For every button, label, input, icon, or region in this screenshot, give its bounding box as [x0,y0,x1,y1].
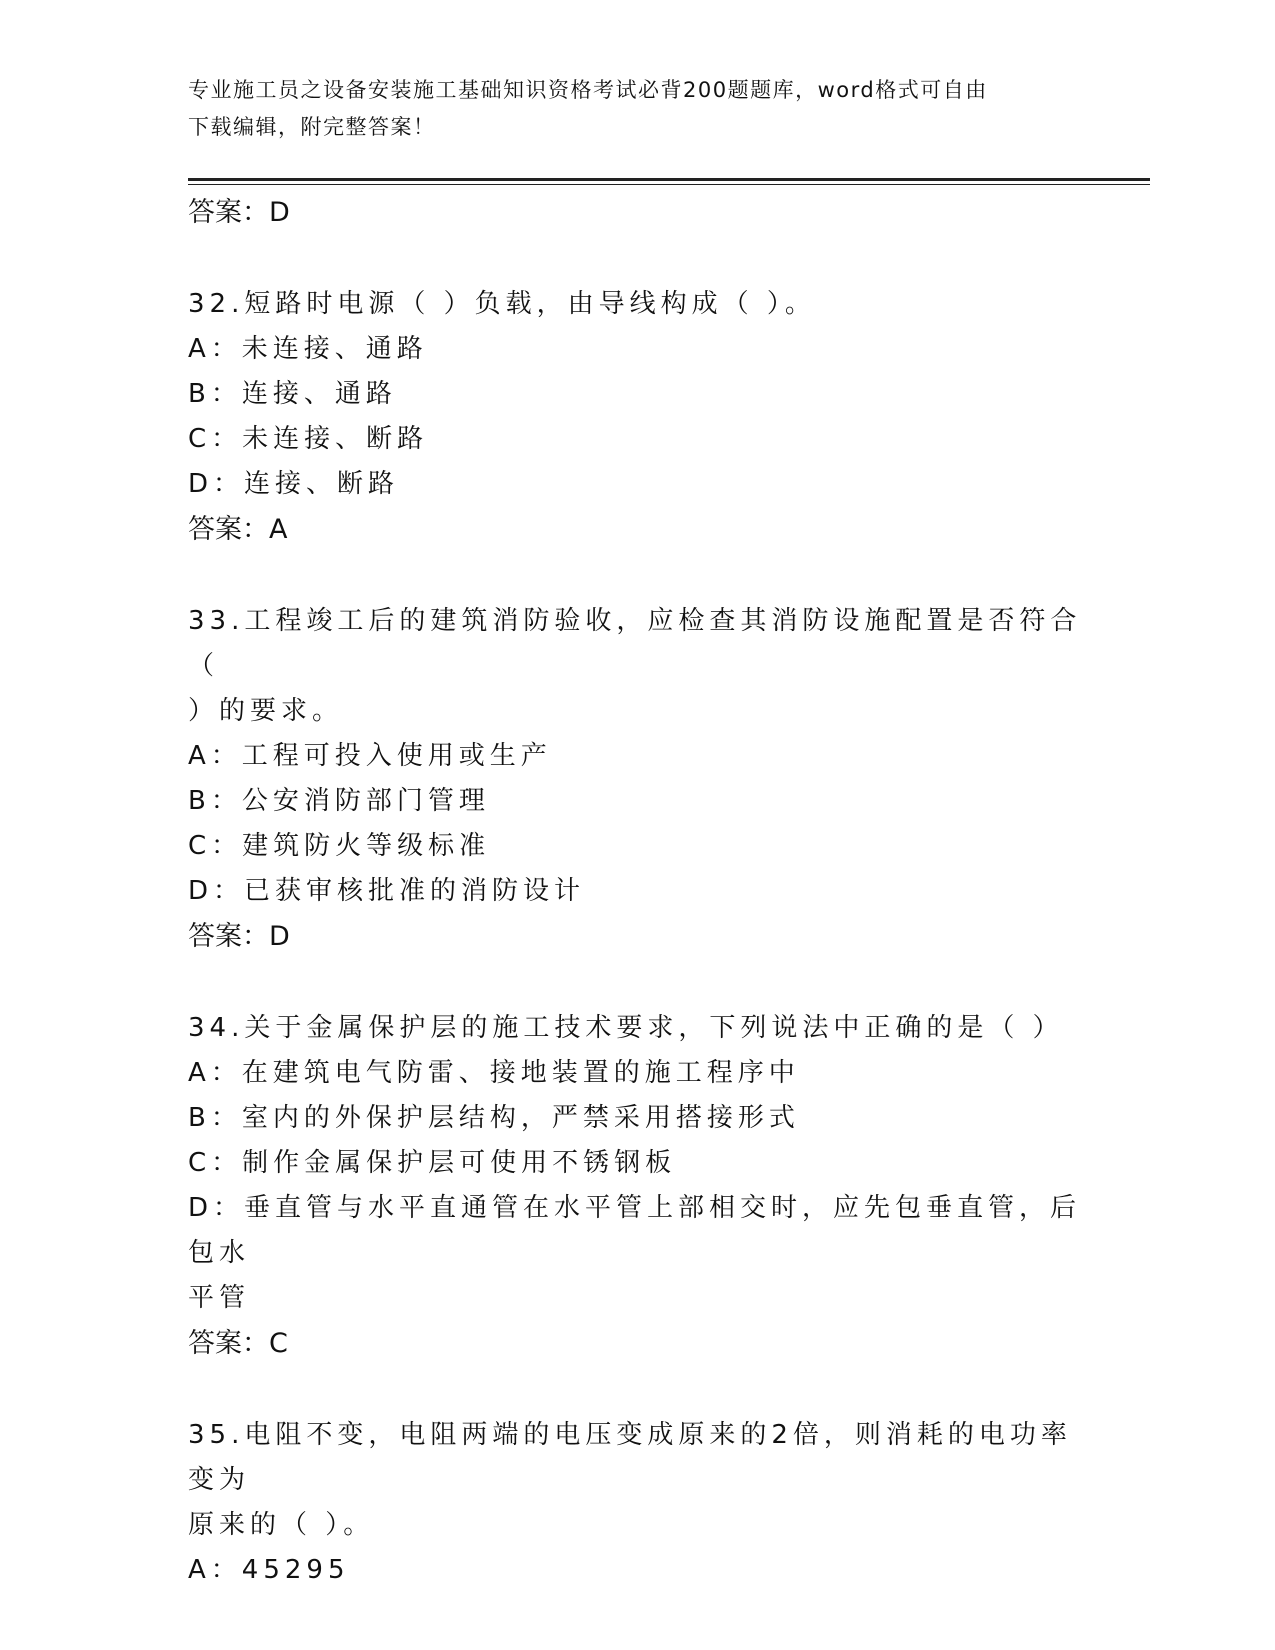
option-a: A：工程可投入使用或生产 [188,741,552,771]
option-c: C：建筑防火等级标准 [188,831,491,861]
option-a: A：未连接、通路 [188,334,428,364]
option-a: A：在建筑电气防雷、接地装置的施工程序中 [188,1058,800,1088]
header-line-2: 下载编辑，附完整答案！ [188,115,436,139]
header-rule-thin [188,184,1150,185]
answer-line: 答案：A [188,514,288,545]
option-b: B：连接、通路 [188,379,397,409]
option-c: C：未连接、断路 [188,424,429,454]
option-b: B：室内的外保护层结构，严禁采用搭接形式 [188,1103,800,1133]
option-d: D：已获审核批准的消防设计 [188,876,586,906]
answer-line: 答案：D [188,197,290,228]
question-content [188,190,1088,1593]
document-header [188,72,1088,146]
question-stem-continued: ）的要求。 [188,696,344,726]
option-d: D：连接、断路 [188,469,400,499]
question-block [188,282,1088,552]
option-c: C：制作金属保护层可使用不锈钢板 [188,1148,677,1178]
option-a: A：45295 [188,1555,350,1585]
question-stem-continued: 原来的（ ）。 [188,1510,375,1540]
answer-line: 答案：D [188,921,290,952]
header-line-1: 专业施工员之设备安装施工基础知识资格考试必背200题题库，word格式可自由 [188,78,988,102]
question-block [188,1006,1088,1366]
header-rule-thick [188,178,1150,181]
question-stem: 32.短路时电源（ ）负载，由导线构成（ ）。 [188,289,816,319]
option-d: D：垂直管与水平直通管在水平管上部相交时，应先包垂直管，后包水 [188,1193,1082,1268]
question-stem: 35.电阻不变，电阻两端的电压变成原来的2倍，则消耗的电功率变为 [188,1420,1072,1495]
option-d-continued: 平管 [188,1283,251,1313]
question-block [188,1413,1088,1593]
question-block [188,599,1088,959]
question-stem: 33.工程竣工后的建筑消防验收，应检查其消防设施配置是否符合（ [188,606,1082,681]
answer-line: 答案：C [188,1328,288,1359]
option-b: B：公安消防部门管理 [188,786,490,816]
question-stem: 34.关于金属保护层的施工技术要求，下列说法中正确的是（ ） [188,1013,1064,1043]
